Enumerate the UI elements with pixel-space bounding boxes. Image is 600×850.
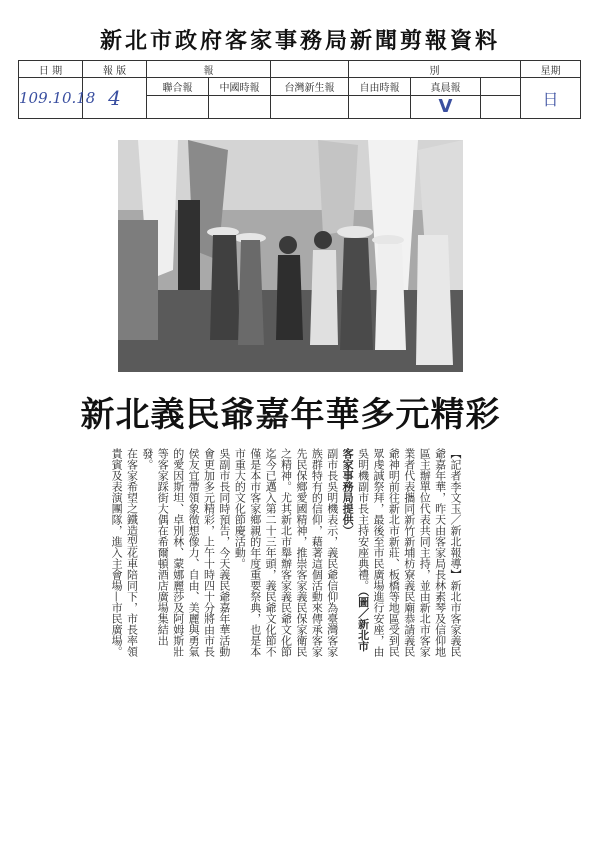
news-photo-graphic [118,140,463,372]
date-value: 109.10.18 [19,89,96,107]
article-paragraph-3: 吳副市長同時預告，今天義民爺嘉年華活動會更加多元精彩，上午十時四十分將由市長侯友宜帶領象徵想像力、自由、美麗與勇氣的愛因斯坦、卓別林、蒙娜麗莎及阿姆斯壯等客家踩街大偶在希爾頓酒店廣場集結出發。 [140,448,231,657]
date-header: 日 期 [19,61,83,78]
date-cell [19,78,96,119]
paper-option-1: 聯合報 [147,78,209,96]
news-photo [118,140,463,372]
paper-option-4: 自由時報 [349,78,411,96]
weekday-cell [521,78,581,119]
edition-value: 4 [108,86,121,110]
paper-option-2: 中國時報 [209,78,271,96]
article-lead: 【記者李文玉／新北報導】新北市客家義民爺嘉年華，昨天由客家局長林素琴及信仰地區主辦單位代表共同主持，並由新北市客家業者代表攜同新竹新埔枋寮義民廟恭請義民爺神明前往新北市新莊、板橋等地區受到民眾虔誠祭拜，最後至市民廣場進行安座，由吳明機副市長主持安座典禮。 [356,448,462,657]
newspaper-clipping [80,140,501,657]
paper-check-3 [271,95,349,118]
paper-option-5: 真晨報 [411,78,481,96]
document-title: 新北市政府客家事務局新聞剪報資料 [99,28,500,54]
headline-sub: 多元精彩 [360,394,501,435]
article-paragraph-2: 副市長吳明機表示，義民爺信仰為臺灣客家族群特有的信仰，藉著這個活動來傳承客家先民保鄉愛國精神，推崇客家義民保家衛民之精神。尤其新北市舉辦客家義民爺文化節迄今已邁入第二十三年頭，義民爺文化節不僅是本市客家鄉親的年度重要祭典，也是本市重大的文化節慶活動。 [233,448,339,657]
paper-check-blank [481,95,521,118]
newspaper-header-spacer [271,61,349,78]
article-paragraph-1 [340,448,463,660]
clipping-info-table [18,60,581,119]
newspaper-header-right: 別 [349,61,521,78]
photo-credit: （圖／新北市客家事務局提供） [341,448,370,652]
paper-check-5 [411,95,481,118]
newspaper-header-left: 報 [147,61,271,78]
weekday-header: 星期 [521,61,581,78]
edition-header: 報 版 [83,61,147,78]
article-body [110,448,463,660]
paper-check-1 [147,95,209,118]
headline-main: 新北義民爺嘉年華 [80,394,361,435]
paper-option-blank [481,78,521,96]
paper-option-3: 台灣新生報 [271,78,349,96]
weekday-value: 日 [542,89,559,109]
paper-check-2 [209,95,271,118]
article-paragraph-4: 在客家希望之鐵造型花車陪同下，市長率領貴賓及表演團隊，進入主會場—市民廣場。 [110,448,139,657]
check-mark: V [438,96,453,118]
paper-check-4 [349,95,411,118]
headline [80,380,501,442]
